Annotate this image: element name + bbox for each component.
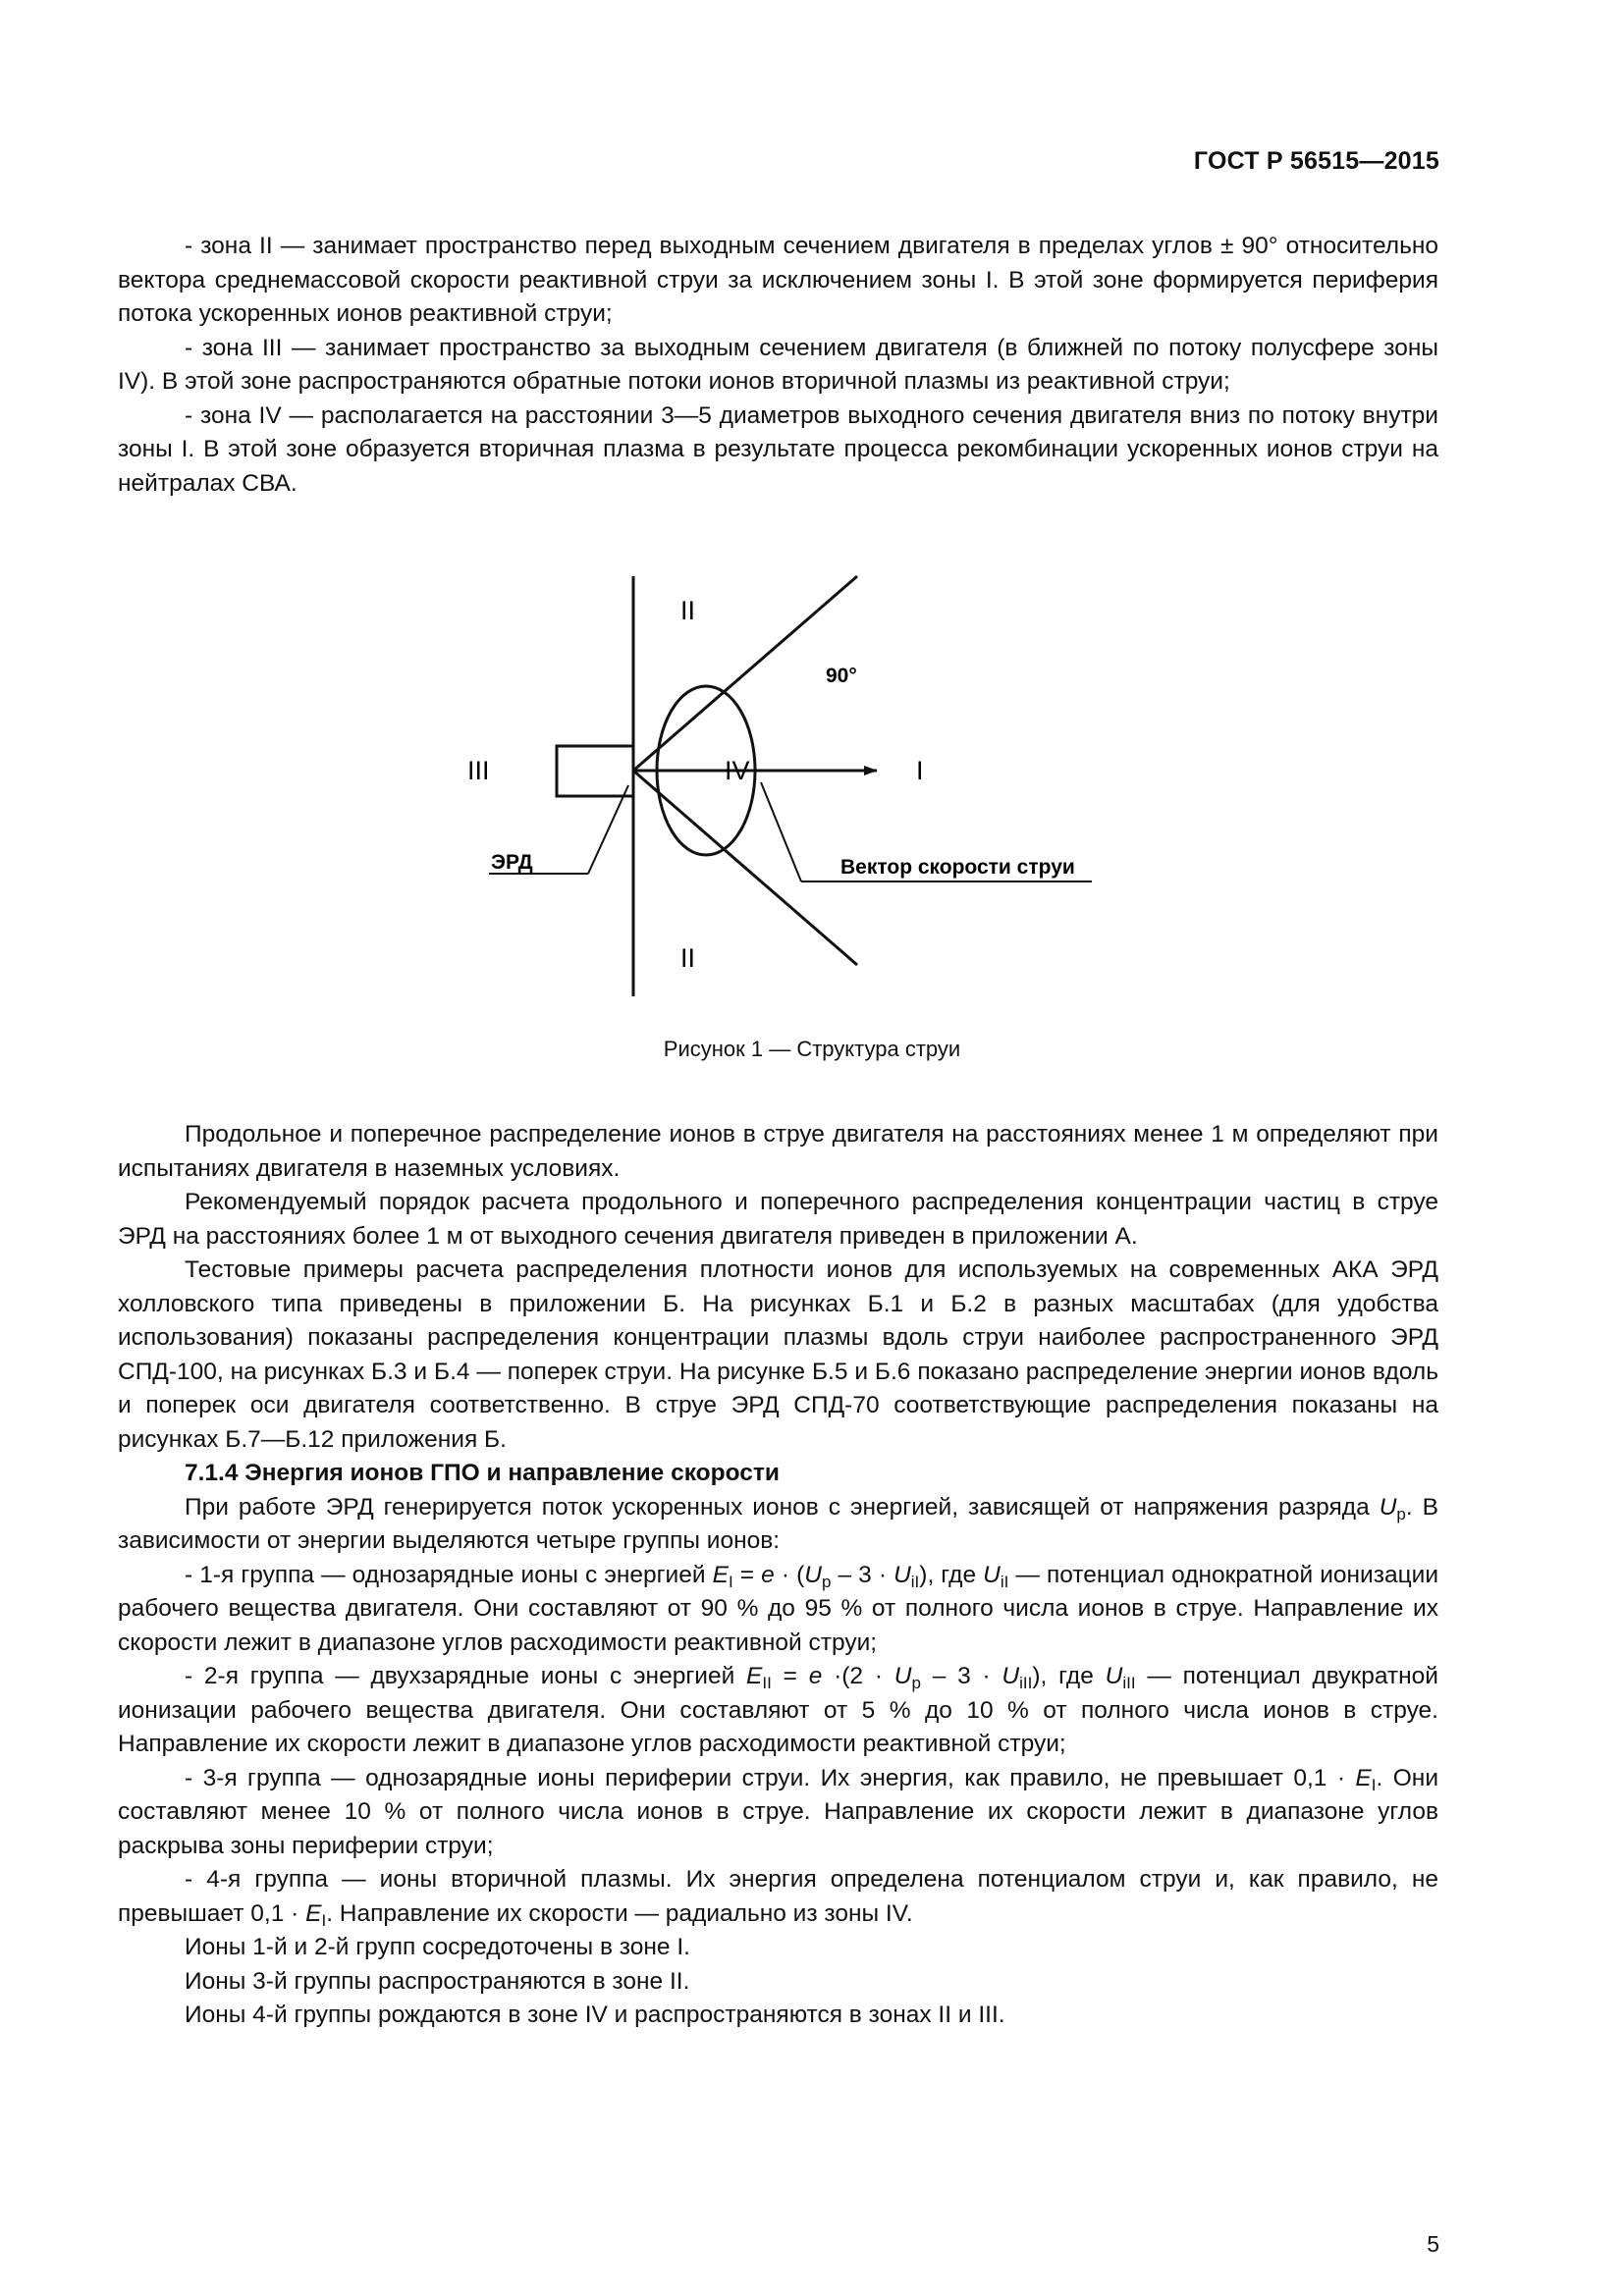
- paragraph-discharge-voltage: При работе ЭРД генерируется поток ускоренных ионов с энергией, зависящей от напряжения разряда $U_р$. В зависимости от энергии выделяются четыре группы ионов:: [118, 1493, 1438, 1554]
- list-item-group-2: - 2-я группа — двухзарядные ионы с энергией $E_{II} = e \cdot(2 \cdot U_р - 3 \cdot U_{iII})$, где $U_{iII}$ — потенциал двукратной ионизации рабочего вещества двигателя. Они составляют от 5 % до 10 % от полного числа ионов в струе. Направление их скорости лежит в диапазоне углов расходимости реактивной струи;: [118, 1663, 1438, 1757]
- vector-leader-line: [761, 782, 801, 881]
- engine-leader-line: [588, 785, 628, 874]
- document-code-header: ГОСТ Р 56515—2015: [1193, 147, 1439, 175]
- body-text: [118, 1118, 1438, 2033]
- paragraph-zone-iv: - зона IV — располагается на расстоянии 3—5 диаметров выходного сечения двигателя вниз по потоку внутри зоны I. В этой зоне образуется вторичная плазма в результате процесса рекомбинации ускоренных ионов струи на нейтралах СВА.: [118, 401, 1438, 497]
- paragraph: Тестовые примеры расчета распределения плотности ионов для используемых на современных АКА ЭРД холловского типа приведены в приложении Б. На рисунках Б.1 и Б.2 в разных масштабах (для удобства использования) показаны распределения концентрации плазмы вдоль струи наиболее распространенного ЭРД СПД-100, на рисунках Б.3 и Б.4 — поперек струи. На рисунке Б.5 и Б.6 показано распределение энергии ионов вдоль и поперек оси двигателя соответственно. В струе ЭРД СПД-70 соответствующие распределения показаны на рисунках Б.7—Б.12 приложения Б.: [118, 1256, 1438, 1453]
- paragraph: Рекомендуемый порядок расчета продольного и поперечного распределения концентрации частиц в струе ЭРД на расстояниях более 1 м от выходного сечения двигателя приведен в приложении А.: [118, 1189, 1438, 1250]
- list-item-group-4: - 4-я группа — ионы вторичной плазмы. Их энергия определена потенциалом струи и, как правило, не превышает $0,1 \cdot E_I$. Направление их скорости — радиально из зоны IV.: [118, 1866, 1438, 1930]
- zone-i-label: I: [916, 756, 924, 785]
- paragraph: Ионы 4-й группы рождаются в зоне IV и распространяются в зонах II и III.: [185, 2002, 1005, 2028]
- paragraph-zone-iii: - зона III — занимает пространство за выходным сечением двигателя (в ближней по потоку полусфере зоны IV). В этой зоне распространяются обратные потоки ионов вторичной плазмы из реактивной струи;: [118, 334, 1438, 395]
- jet-structure-figure: [432, 564, 1119, 1016]
- zones-description: [118, 230, 1438, 501]
- zone-iii-label: III: [467, 756, 490, 785]
- paragraph-zone-ii: - зона II — занимает пространство перед выходным сечением двигателя в пределах углов ± 90° относительно вектора среднемассовой скорости реактивной струи за исключением зоны I. В этой зоне формируется периферия потока ускоренных ионов реактивной струи;: [118, 233, 1438, 327]
- lower-boundary-line: [633, 771, 857, 965]
- velocity-vector-label: Вектор скорости струи: [840, 856, 1075, 879]
- angle-label: 90°: [826, 665, 857, 687]
- paragraph: Ионы 1-й и 2-й групп сосредоточены в зоне I.: [185, 1934, 690, 1960]
- list-item-group-1: - 1-я группа — однозарядные ионы с энергией $E_I = e \cdot (U_р - 3 \cdot U_{iI})$, где $U_{iI}$ — потенциал однократной ионизации рабочего вещества двигателя. Они составляют от 90 % до 95 % от полного числа ионов в струе. Направление их скорости лежит в диапазоне углов расходимости реактивной струи;: [118, 1561, 1439, 1656]
- page-number: 5: [1427, 2231, 1439, 2257]
- figure-caption: Рисунок 1 — Структура струи: [663, 1037, 961, 1061]
- engine-box: [557, 746, 633, 796]
- paragraph: Ионы 3-й группы распространяются в зоне II.: [185, 1967, 690, 1995]
- zone-iv-label: IV: [725, 756, 750, 785]
- engine-label: ЭРД: [491, 851, 533, 874]
- paragraph: Продольное и поперечное распределение ионов в струе двигателя на расстояниях менее 1 м определяют при испытаниях двигателя в наземных условиях.: [118, 1121, 1438, 1182]
- upper-boundary-line: [633, 576, 857, 771]
- zone-ii-bottom-label: II: [680, 943, 696, 973]
- list-item-group-3: - 3-я группа — однозарядные ионы периферии струи. Их энергия, как правило, не превышает $0,1 \cdot E_I$. Они составляют менее 10 % от полного числа ионов в струе. Направление их скорости лежит в диапазоне углов раскрыва зоны периферии струи;: [118, 1764, 1438, 1859]
- section-heading: 7.1.4 Энергия ионов ГПО и направление скорости: [185, 1460, 780, 1486]
- zone-ii-top-label: II: [680, 596, 696, 625]
